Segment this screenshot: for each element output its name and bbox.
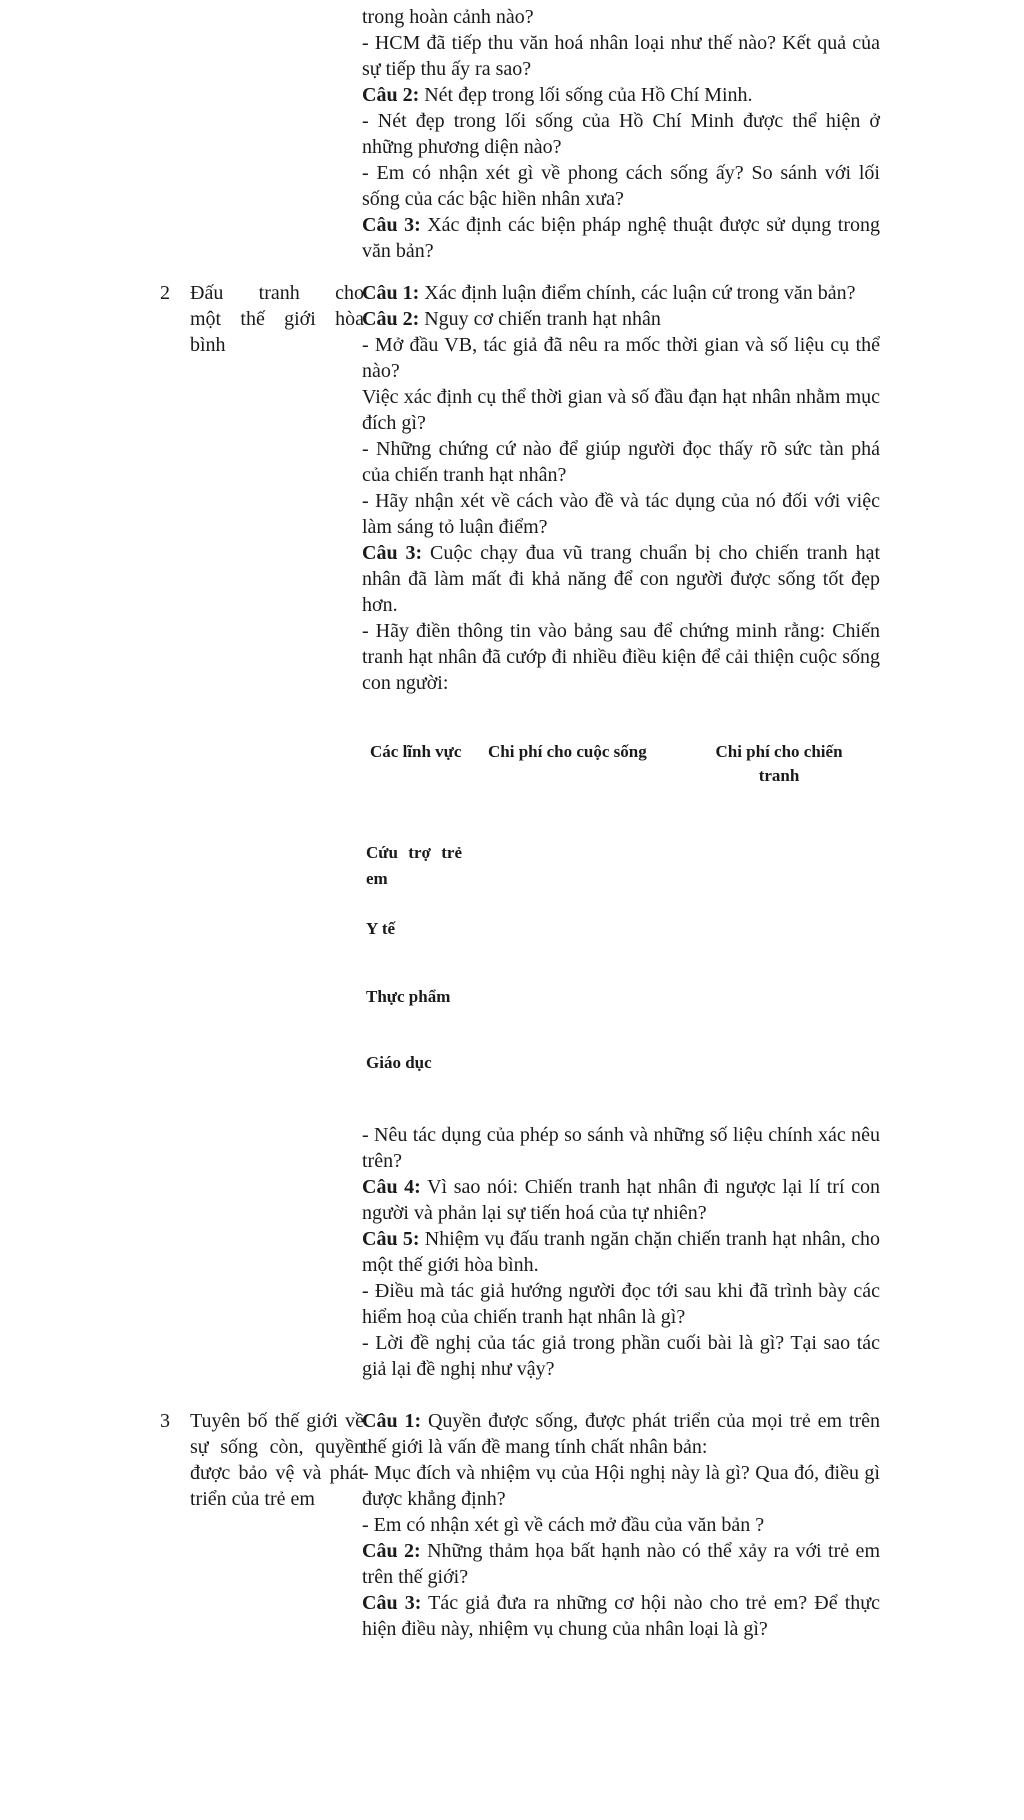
text-line: - Mục đích và nhiệm vụ của Hội nghị này là gì? Qua đó, điều gì được khẳng định? xyxy=(362,1462,880,1510)
row1-content xyxy=(362,4,880,264)
table-row-label: Giáo dục xyxy=(366,1053,432,1072)
question-heading: Câu 3: Cuộc chạy đua vũ trang chuẩn bị cho chiến tranh hạt nhân đã làm mất đi khả năng để con người được sống tốt đẹp hơn. xyxy=(362,542,881,616)
table-header-cell: Chi phí cho cuộc sống xyxy=(488,742,647,761)
table-header-cell: Chi phí cho chiến tranh xyxy=(715,742,843,785)
question-heading: Câu 2: Nét đẹp trong lối sống của Hồ Chí Minh. xyxy=(362,84,753,106)
row3-content xyxy=(362,1408,880,1642)
text-line: - Em có nhận xét gì về phong cách sống ấy? So sánh với lối sống của các bậc hiền nhân xưa? xyxy=(362,162,880,210)
title-line: Đấu tranh cho xyxy=(190,282,364,304)
question-heading: Câu 5: Nhiệm vụ đấu tranh ngăn chặn chiến tranh hạt nhân, cho một thế giới hòa bình. xyxy=(362,1228,880,1276)
text-line: - Em có nhận xét gì về cách mở đầu của văn bản ? xyxy=(362,1514,765,1536)
question-heading: Câu 3: Xác định các biện pháp nghệ thuật được sử dụng trong văn bản? xyxy=(362,214,880,262)
table-row-label: Cứu trợ trẻ em xyxy=(366,843,462,888)
question-heading: Câu 2: Những thảm họa bất hạnh nào có thể xảy ra với trẻ em trên thế giới? xyxy=(362,1540,880,1588)
question-heading: Câu 4: Vì sao nói: Chiến tranh hạt nhân đi ngược lại lí trí con người và phản lại sự tiến hoá của tự nhiên? xyxy=(362,1176,880,1224)
text-line: - Điều mà tác giả hướng người đọc tới sau khi đã trình bày các hiểm hoạ của chiến tranh hạt nhân là gì? xyxy=(362,1280,880,1328)
text-line: - HCM đã tiếp thu văn hoá nhân loại như thế nào? Kết quả của sự tiếp thu ấy ra sao? xyxy=(362,32,880,80)
text-line: - Nêu tác dụng của phép so sánh và những số liệu chính xác nêu trên? xyxy=(362,1124,880,1172)
row2-title xyxy=(190,280,364,358)
question-heading: Câu 1: Xác định luận điểm chính, các luận cứ trong văn bản? xyxy=(362,282,856,304)
text-line: Việc xác định cụ thể thời gian và số đầu đạn hạt nhân nhằm mục đích gì? xyxy=(362,386,880,434)
text-line: - Lời đề nghị của tác giả trong phần cuối bài là gì? Tại sao tác giả lại đề nghị như vậy? xyxy=(362,1332,880,1380)
row-number: 3 xyxy=(160,1410,170,1432)
text-line: - Hãy nhận xét về cách vào đề và tác dụng của nó đối với việc làm sáng tỏ luận điểm? xyxy=(362,490,880,538)
row2-content-cont xyxy=(362,1122,880,1382)
question-heading: Câu 2: Nguy cơ chiến tranh hạt nhân xyxy=(362,308,661,330)
row3-title: Tuyên bố thế giới về sự sống còn, quyền được bảo vệ và phát triển của trẻ em xyxy=(190,1410,364,1510)
title-line: bình xyxy=(190,334,226,356)
table-row-label: Y tế xyxy=(366,919,396,938)
title-line: một thế giới hòa xyxy=(190,308,364,330)
question-heading: Câu 3: Tác giả đưa ra những cơ hội nào cho trẻ em? Để thực hiện điều này, nhiệm vụ chung của nhân loại là gì? xyxy=(362,1592,880,1640)
question-heading: Câu 1: Quyền được sống, được phát triển của mọi trẻ em trên thế giới là vấn đề mang tính chất nhân bản: xyxy=(362,1410,880,1458)
text-line: trong hoàn cảnh nào? xyxy=(362,6,534,28)
table-header-cell: Các lĩnh vực xyxy=(370,742,462,761)
text-line: - Mở đầu VB, tác giả đã nêu ra mốc thời gian và số liệu cụ thể nào? xyxy=(362,334,880,382)
text-line: - Những chứng cứ nào để giúp người đọc thấy rõ sức tàn phá của chiến tranh hạt nhân? xyxy=(362,438,880,486)
row-number: 2 xyxy=(160,282,170,304)
text-line: - Nét đẹp trong lối sống của Hồ Chí Minh được thể hiện ở những phương diện nào? xyxy=(362,110,880,158)
table-row-label: Thực phẩm xyxy=(366,987,451,1006)
row2-content xyxy=(362,280,880,696)
text-line: - Hãy điền thông tin vào bảng sau để chứng minh rằng: Chiến tranh hạt nhân đã cướp đi nhiều điều kiện để cải thiện cuộc sống con người: xyxy=(362,620,880,694)
